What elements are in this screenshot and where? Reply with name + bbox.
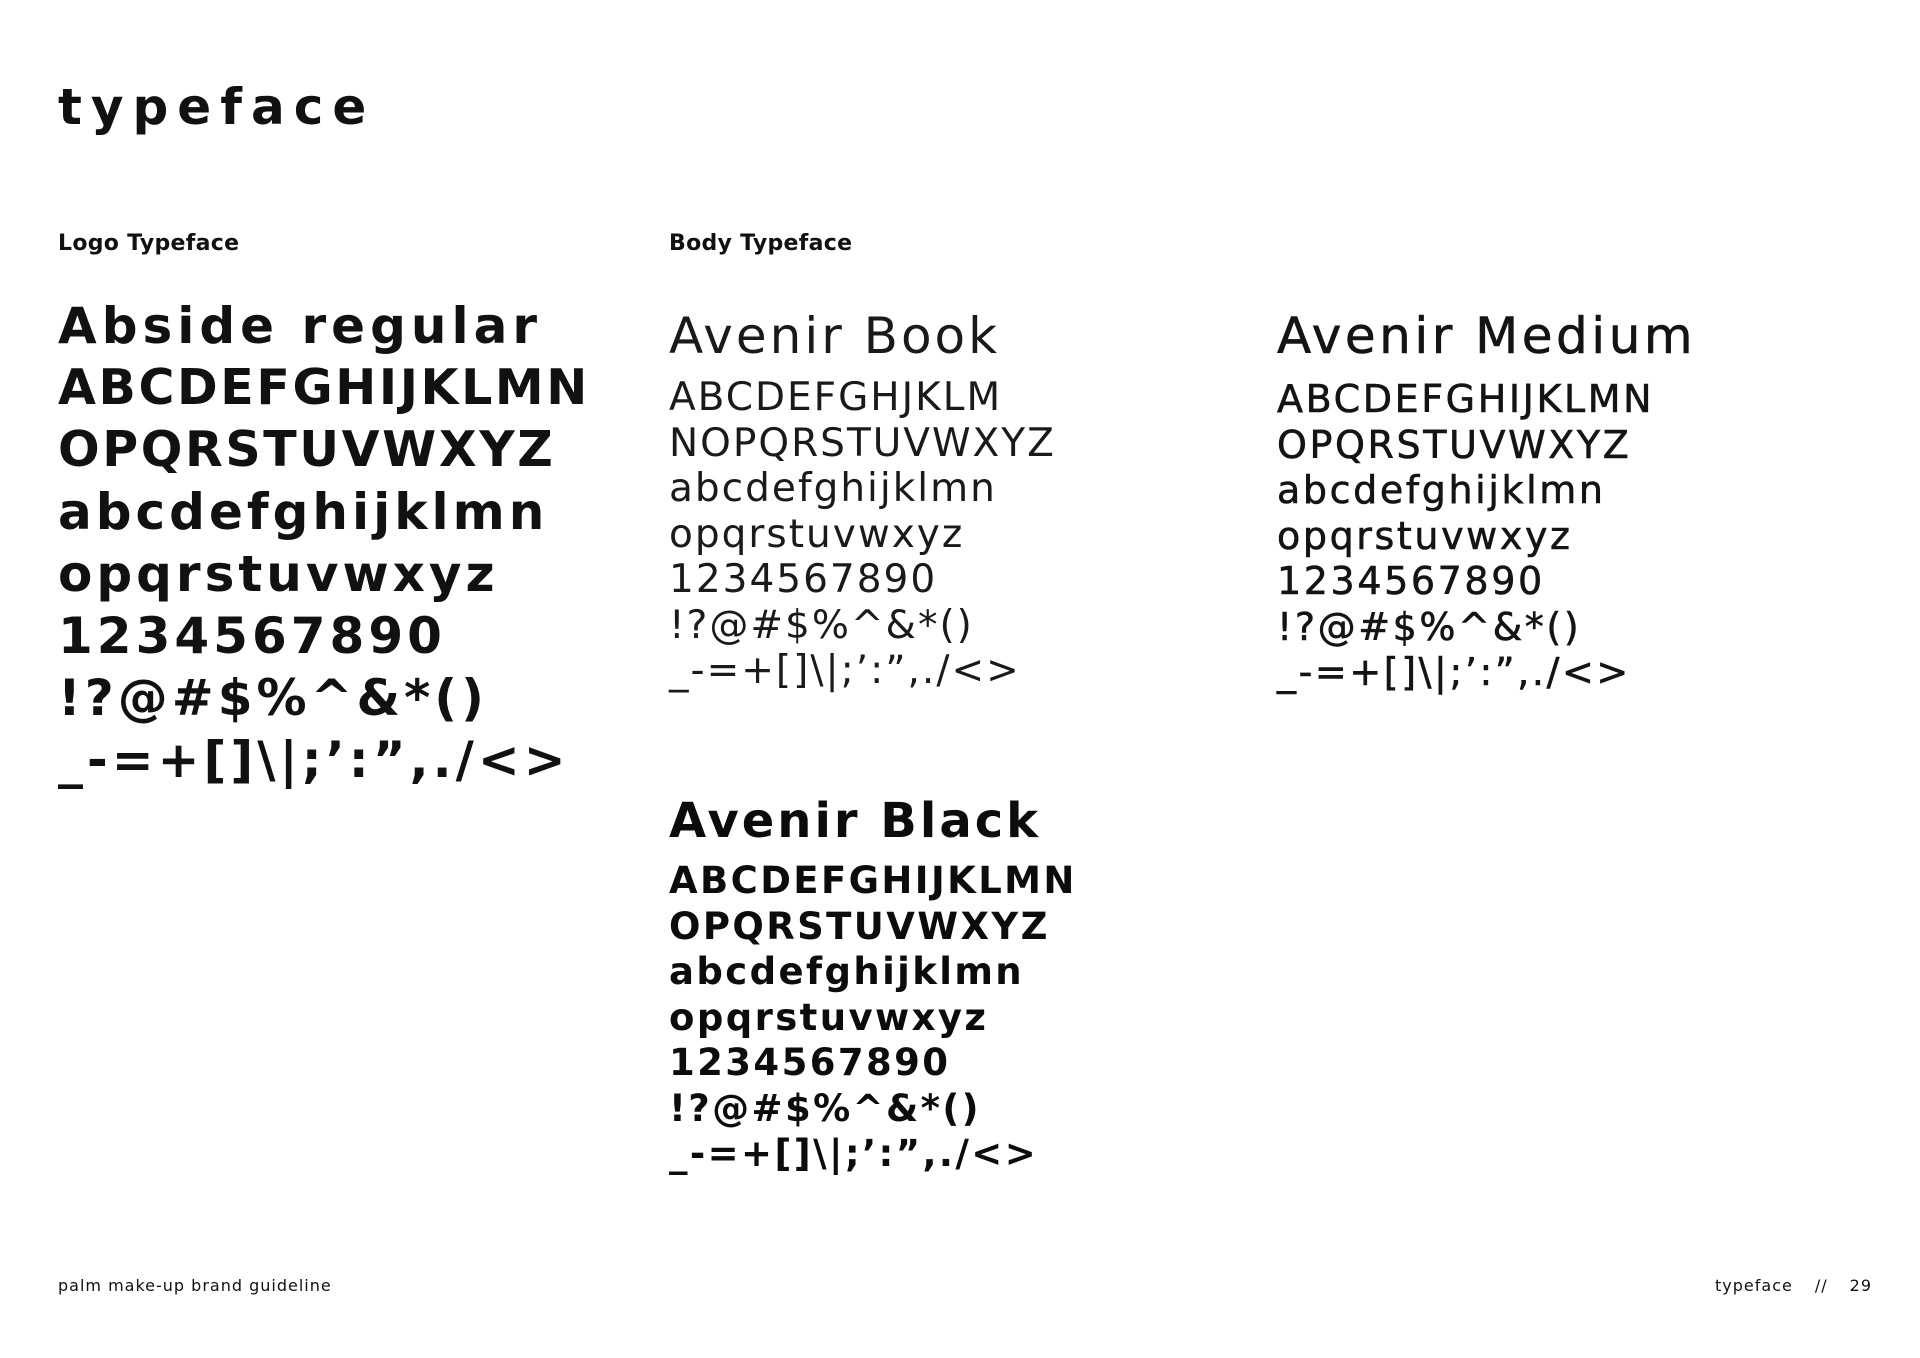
specimen-lowercase-line-2: opqrstuvwxyz — [1277, 513, 1573, 558]
specimen-uppercase-line-1: ABCDEFGHJKLM — [669, 375, 1003, 420]
specimen-lowercase-line-1: abcdefghijklmn — [58, 483, 549, 541]
footer-section-name: typeface — [1715, 1276, 1793, 1295]
specimen-symbols-line-2: _-=+[]\|;’:”,./<> — [58, 731, 570, 789]
footer-page-info — [1715, 1278, 1872, 1294]
specimen-numerals-line: 1234567890 — [669, 557, 938, 602]
specimen-numerals-line: 1234567890 — [58, 607, 446, 665]
specimen-symbols-line-1: !?@#$%^&*() — [669, 602, 974, 648]
specimen-symbols-line-1: !?@#$%^&*() — [669, 1086, 981, 1130]
specimen-uppercase-line-1: ABCDEFGHIJKLMN — [1277, 377, 1655, 421]
specimen-font-name: Avenir Book — [669, 307, 1001, 365]
avenir-medium-specimen — [1277, 303, 1696, 696]
specimen-symbols-line-2: _-=+[]\|;’:”,./<> — [669, 648, 1021, 693]
footer-separator: // — [1814, 1276, 1828, 1295]
logo-typeface-specimen — [58, 295, 590, 791]
specimen-symbols-line-2: _-=+[]\|;’:”,./<> — [1277, 650, 1631, 694]
specimen-numerals-line: 1234567890 — [669, 1041, 951, 1084]
specimen-numerals-line: 1234567890 — [1277, 559, 1545, 603]
specimen-lowercase-line-1: abcdefghijklmn — [1277, 468, 1606, 512]
footer-document-title: palm make-up brand guideline — [58, 1276, 332, 1295]
specimen-uppercase-line-2: NOPQRSTUVWXYZ — [669, 420, 1056, 466]
specimen-symbols-line-2: _-=+[]\|;’:”,./<> — [669, 1132, 1039, 1175]
specimen-lowercase-line-1: abcdefghijklmn — [669, 466, 997, 511]
avenir-black-specimen — [669, 790, 1077, 1177]
specimen-symbols-line-1: !?@#$%^&*() — [58, 669, 488, 727]
specimen-uppercase-line-2: OPQRSTUVWXYZ — [58, 421, 556, 478]
specimen-uppercase-line-1: ABCDEFGHIJKLMN — [669, 859, 1077, 902]
specimen-lowercase-line-1: abcdefghijklmn — [669, 950, 1025, 993]
specimen-uppercase-line-1: ABCDEFGHIJKLMN — [58, 359, 590, 416]
logo-typeface-label: Logo Typeface — [58, 231, 240, 256]
specimen-symbols-line-1: !?@#$%^&*() — [1277, 604, 1582, 649]
specimen-font-name: Avenir Black — [669, 793, 1042, 849]
avenir-book-specimen — [669, 303, 1056, 694]
specimen-uppercase-line-2: OPQRSTUVWXYZ — [1277, 422, 1632, 467]
page-title: typeface — [58, 78, 376, 136]
specimen-font-name: Abside regular — [58, 297, 542, 355]
specimen-font-name: Avenir Medium — [1277, 307, 1697, 365]
body-typeface-label: Body Typeface — [669, 231, 853, 256]
specimen-lowercase-line-2: opqrstuvwxyz — [58, 545, 499, 603]
specimen-lowercase-line-2: opqrstuvwxyz — [669, 995, 989, 1039]
specimen-uppercase-line-2: OPQRSTUVWXYZ — [669, 904, 1050, 948]
specimen-lowercase-line-2: opqrstuvwxyz — [669, 511, 965, 557]
page-number: 29 — [1849, 1276, 1872, 1295]
